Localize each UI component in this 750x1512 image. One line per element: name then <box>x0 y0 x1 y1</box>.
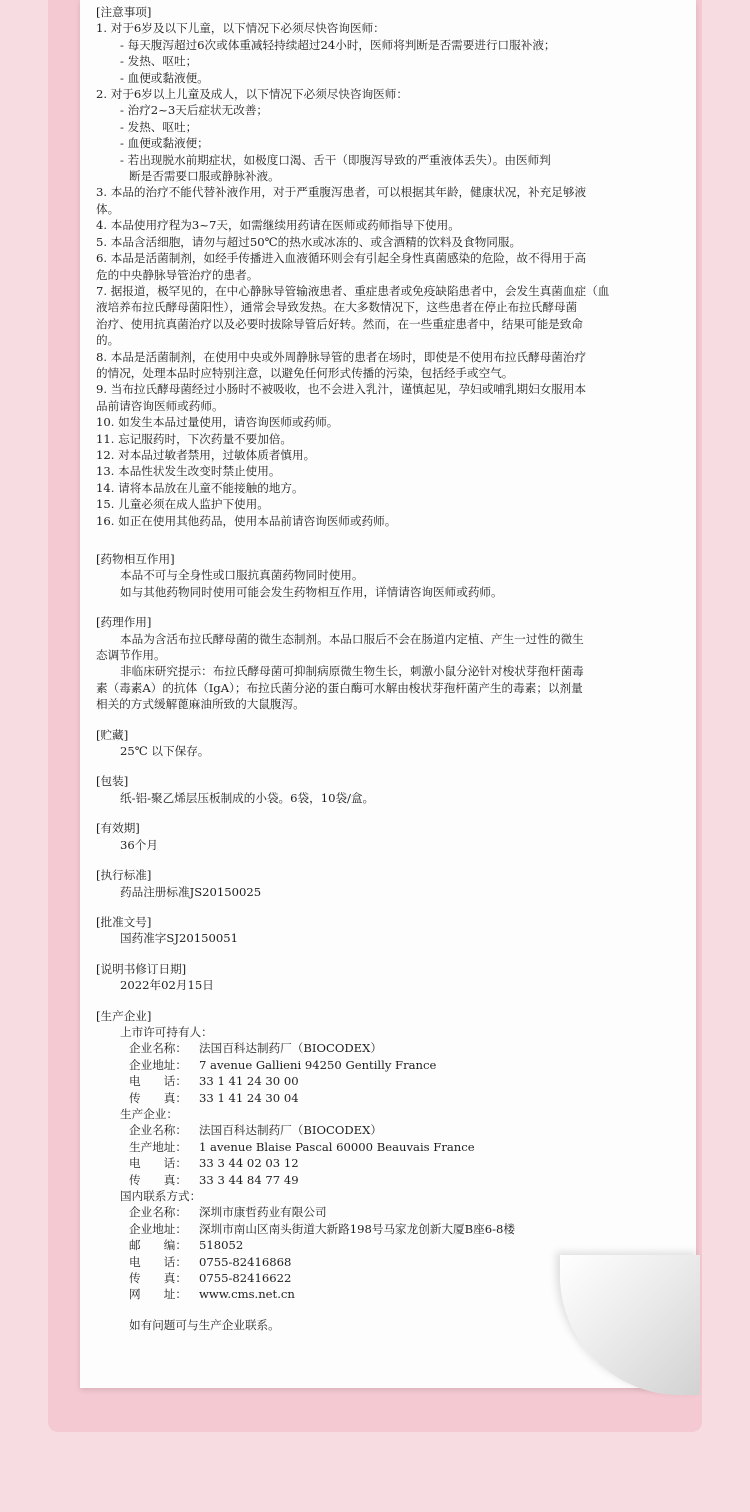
holder-address <box>96 1057 682 1073</box>
field-key: 传 真： <box>129 1172 187 1187</box>
field-value: 0755-82416622 <box>199 1271 292 1286</box>
producer-fax <box>96 1172 682 1188</box>
field-key: 网 址： <box>129 1287 187 1302</box>
producer-phone <box>96 1155 682 1171</box>
precaution-item: 15. 儿童必须在成人监护下使用。 <box>96 497 269 512</box>
precaution-item-cont: 危的中央静脉导管治疗的患者。 <box>96 267 259 282</box>
domestic-phone <box>96 1254 682 1270</box>
precaution-item-cont: 治疗、使用抗真菌治疗以及必要时拔除导管后好转。然而，在一些重症患者中，结果可能是致命 <box>96 316 583 331</box>
precaution-item: 11. 忘记服药时，下次药量不要加倍。 <box>96 431 293 446</box>
holder-label: 上市许可持有人： <box>120 1024 213 1039</box>
revision-heading: [说明书修订日期] <box>96 961 187 976</box>
standard-value: 药品注册标准JS20150025 <box>120 884 262 899</box>
pharmacology-heading: [药理作用] <box>96 615 152 630</box>
pharmacology-text: 本品为含活布拉氏酵母菌的微生态制剂。本品口服后不会在肠道内定植、产生一过性的微生 <box>120 631 584 646</box>
interactions-heading: [药物相互作用] <box>96 552 175 566</box>
domestic-name <box>96 1204 682 1220</box>
precaution-item: 10. 如发生本品过量使用，请咨询医师或药师。 <box>96 415 339 430</box>
field-key: 传 真： <box>129 1090 187 1105</box>
precaution-item-cont: 液培养布拉氏酵母菌阳性），通常会导致发热。在大多数情况下，这些患者在停止布拉氏酵母菌 <box>96 300 578 315</box>
interactions-text: 本品不可与全身性或口服抗真菌药物同时使用。 <box>120 568 364 583</box>
storage-heading: [贮藏] <box>96 727 129 742</box>
precaution-item: 8. 本品是活菌制剂，在使用中央或外周静脉导管的患者在场时，即使是不使用布拉氏酵母菌治疗 <box>96 349 587 364</box>
field-value: 33 1 41 24 30 00 <box>199 1074 299 1089</box>
precaution-item: 9. 当布拉氏酵母菌经过小肠时不被吸收，也不会进入乳汁，谨慎起见，孕妇或哺乳期妇女服用本 <box>96 382 587 397</box>
approval-value: 国药准字SJ20150051 <box>120 931 238 946</box>
field-key: 企业地址： <box>129 1057 187 1072</box>
field-key: 传 真： <box>129 1271 187 1286</box>
holder-fax <box>96 1090 682 1106</box>
field-value: 法国百科达制药厂（BIOCODEX） <box>199 1123 382 1138</box>
field-key: 电 话： <box>129 1156 187 1171</box>
field-value: 1 avenue Blaise Pascal 60000 Beauvais France <box>199 1139 475 1154</box>
precaution-item-cont: 的。 <box>96 333 120 348</box>
field-value: 深圳市南山区南头街道大新路198号马家龙创新大厦B座6-8楼 <box>199 1221 515 1236</box>
precaution-item-cont: 品前请咨询医师或药师。 <box>96 398 224 413</box>
precaution-item: 16. 如正在使用其他药品，使用本品前请咨询医师或药师。 <box>96 513 397 528</box>
validity-value: 36个月 <box>120 837 158 852</box>
storage-value: 25℃ 以下保存。 <box>120 744 210 759</box>
field-key: 企业名称： <box>129 1123 187 1138</box>
holder-name <box>96 1040 682 1056</box>
field-key: 企业地址： <box>129 1221 187 1236</box>
precaution-bullet-cont: 断是否需要口服或静脉补液。 <box>129 169 280 184</box>
field-key: 邮 编： <box>129 1238 187 1253</box>
precaution-item: 2. 对于6岁以上儿童及成人，以下情况下必须尽快咨询医师： <box>96 87 408 102</box>
precaution-item: 6. 本品是活菌制剂，如经手传播进入血液循环则会有引起全身性真菌感染的危险，故不得用于高 <box>96 251 587 266</box>
field-value: 33 1 41 24 30 04 <box>199 1090 299 1105</box>
precaution-bullet: - 每天腹泻超过6次或体重减轻持续超过24小时，医师将判断是否需要进行口服补液； <box>96 37 682 53</box>
field-value: 33 3 44 02 03 12 <box>199 1156 299 1171</box>
precaution-item: 7. 据报道，极罕见的，在中心静脉导管输液患者、重症患者或免疫缺陷患者中，会发生真菌血症（血 <box>96 283 610 298</box>
producer-label: 生产企业： <box>120 1106 178 1121</box>
producer-address <box>96 1139 682 1155</box>
precaution-item: 13. 本品性状发生改变时禁止使用。 <box>96 464 281 479</box>
package-value: 纸-铝-聚乙烯层压板制成的小袋。6袋，10袋/盒。 <box>120 790 375 805</box>
precaution-bullet: - 若出现脱水前期症状，如极度口渴、舌干（即腹泻导致的严重液体丢失）。由医师判 <box>96 152 682 168</box>
domestic-zip <box>96 1237 682 1253</box>
precaution-item-cont: 体。 <box>96 201 120 216</box>
precaution-bullet: - 血便或黏液便。 <box>96 70 682 86</box>
domestic-label: 国内联系方式： <box>120 1189 202 1203</box>
precaution-item-cont: 的情况，处理本品时应特别注意，以避免任何形式传播的污染，包括经手或空气。 <box>96 365 514 380</box>
field-value: 33 3 44 84 77 49 <box>199 1172 299 1187</box>
precaution-item: 3. 本品的治疗不能代替补液作用，对于严重腹泻患者，可以根据其年龄，健康状况，补充足够液 <box>96 185 587 200</box>
field-value: 0755-82416868 <box>199 1254 292 1269</box>
field-key: 电 话： <box>129 1254 187 1269</box>
manufacturer-heading: [生产企业] <box>96 1008 152 1023</box>
precaution-item: 4. 本品使用疗程为3~7天，如需继续用药请在医师或药师指导下使用。 <box>96 218 460 233</box>
field-key: 企业名称： <box>129 1041 187 1056</box>
field-value: 深圳市康哲药业有限公司 <box>199 1205 327 1220</box>
pharmacology-text: 相关的方式缓解蓖麻油所致的大鼠腹泻。 <box>96 697 305 712</box>
holder-phone <box>96 1073 682 1089</box>
precaution-item: 14. 请将本品放在儿童不能接触的地方。 <box>96 480 304 495</box>
field-value: www.cms.net.cn <box>199 1287 295 1302</box>
field-key: 生产地址： <box>129 1139 187 1154</box>
field-key: 企业名称： <box>129 1205 187 1220</box>
precaution-bullet: - 发热、呕吐； <box>96 53 682 69</box>
pharmacology-text: 态调节作用。 <box>96 648 166 663</box>
revision-value: 2022年02月15日 <box>120 978 214 993</box>
interactions-text: 如与其他药物同时使用可能会发生药物相互作用，详情请咨询医师或药师。 <box>120 584 503 599</box>
package-heading: [包装] <box>96 774 129 789</box>
precaution-bullet: - 发热、呕吐； <box>96 119 682 135</box>
package-insert-text <box>96 4 682 1333</box>
contact-footer: 如有问题可与生产企业联系。 <box>129 1317 280 1332</box>
precaution-item: 5. 本品含活细胞，请勿与超过50℃的热水或冰冻的、或含酒精的饮料及食物同服。 <box>96 234 522 249</box>
domestic-fax <box>96 1270 682 1286</box>
pharmacology-text: 素（毒素A）的抗体（IgA）；布拉氏菌分泌的蛋白酶可水解由梭状芽孢杆菌产生的毒素；以剂量 <box>96 680 583 695</box>
precaution-item: 12. 对本品过敏者禁用，过敏体质者慎用。 <box>96 447 316 462</box>
validity-heading: [有效期] <box>96 821 140 836</box>
producer-name <box>96 1122 682 1138</box>
precaution-bullet: - 治疗2~3天后症状无改善； <box>96 102 682 118</box>
precautions-heading: [注意事项] <box>96 5 152 19</box>
field-key: 电 话： <box>129 1074 187 1089</box>
domestic-address <box>96 1221 682 1237</box>
field-value: 7 avenue Gallieni 94250 Gentilly France <box>199 1057 437 1072</box>
precaution-bullet: - 血便或黏液便； <box>96 135 682 151</box>
field-value: 518052 <box>199 1238 244 1253</box>
approval-heading: [批准文号] <box>96 914 152 929</box>
field-value: 法国百科达制药厂（BIOCODEX） <box>199 1041 382 1056</box>
precaution-item: 1. 对于6岁及以下儿童，以下情况下必须尽快咨询医师： <box>96 21 385 36</box>
pharmacology-text: 非临床研究提示：布拉氏酵母菌可抑制病原微生物生长，刺激小鼠分泌针对梭状芽孢杆菌毒 <box>120 664 584 679</box>
domestic-website <box>96 1286 682 1302</box>
standard-heading: [执行标准] <box>96 868 152 883</box>
